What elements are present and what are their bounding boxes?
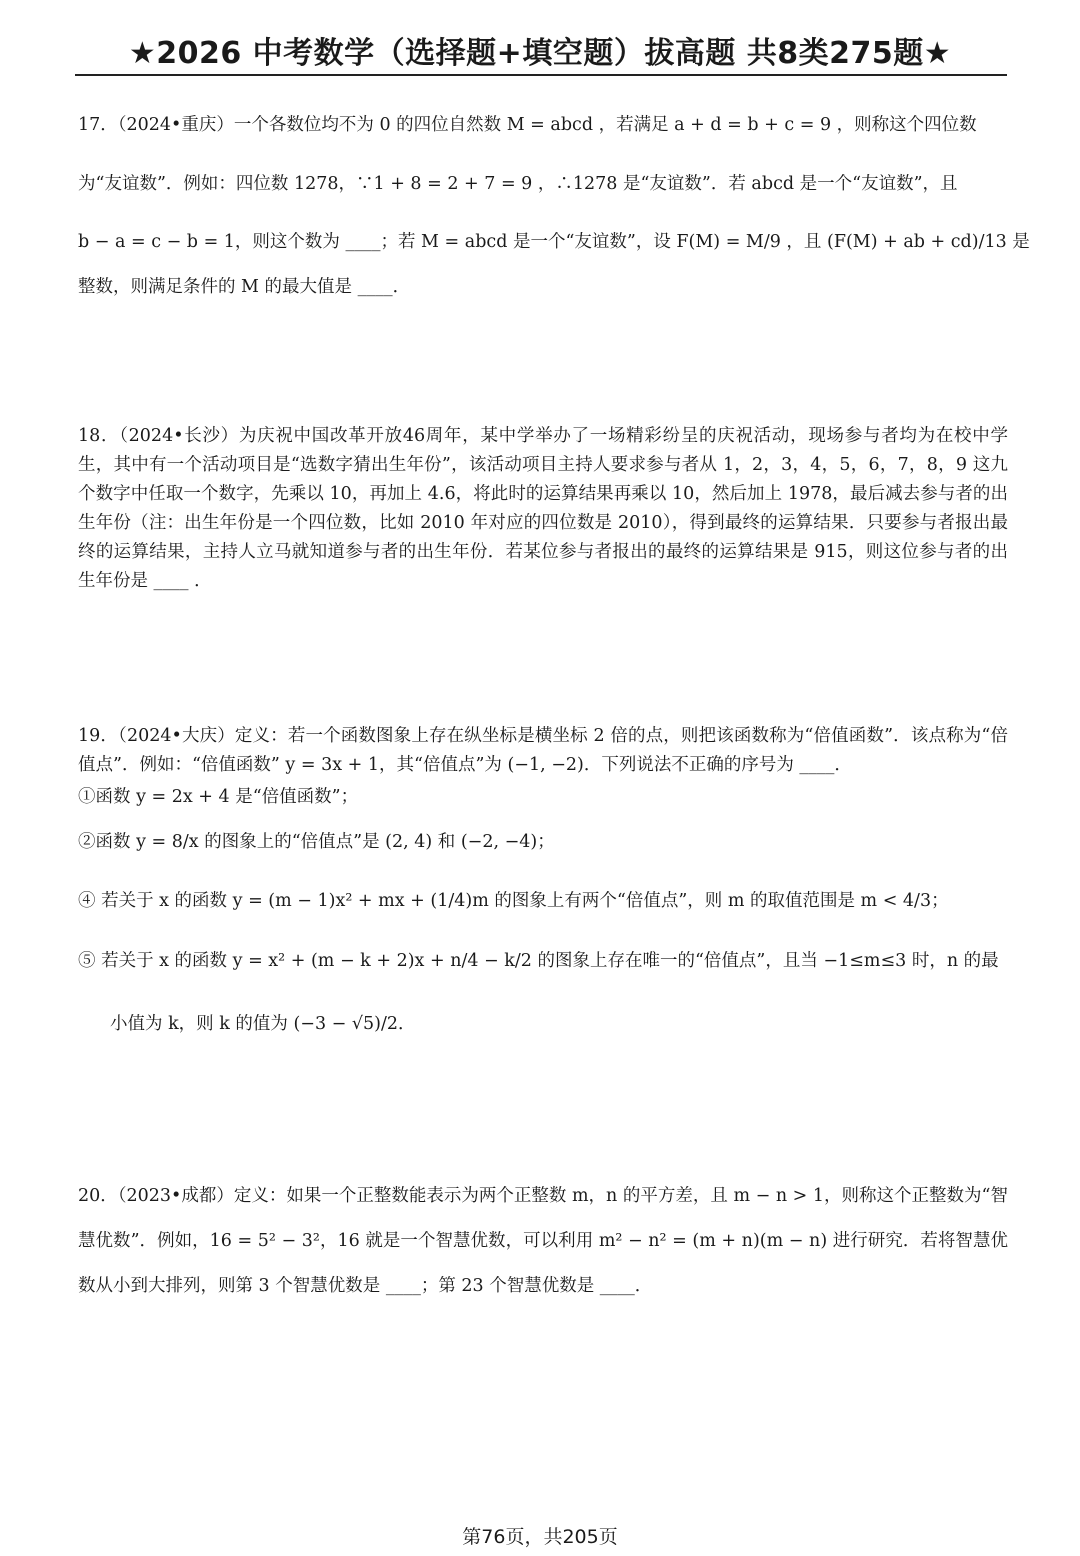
- q19-option-2: ②函数 y = 8/x 的图象上的“倍值点”是 (2, 4) 和 (−2, −4)；: [78, 832, 555, 852]
- q17-line-2: 为“友谊数”．例如：四位数 1278，∵1 + 8 = 2 + 7 = 9 ，∴1278 是“友谊数”．若 abcd 是一个“友谊数”，且: [78, 174, 958, 194]
- page-header-title: ★2026 中考数学（选择题+填空题）拔高题 共8类275题★: [128, 36, 952, 71]
- question-18: 18．（2024•长沙）为庆祝中国改革开放46周年，某中学举办了一场精彩纷呈的庆祝活动，现场参与者均为在校中学生，其中有一个活动项目是“选数字猜出生年份”，该活动项目主持人要求参与者从 1，2，3，4，5，6，7，8，9 这九个数字中任取一个数字，先乘以 10，再加上 4.6，将此时的运算结果再乘以 10，然后加上 1978，最后减去参与者的出生年份（注：出生年份是一个四位数，比如 2010 年对应的四位数是 2010），得到最终的运算结果．只要参与者报出最终的运算结果，主持人立马就知道参与者的出生年份．若某位参与者报出的最终的运算结果是 915，则这位参与者的出生年份是 ____ ．: [78, 426, 1008, 591]
- q19-option-4: ④ 若关于 x 的函数 y = (m − 1)x² + mx + (1/4)m 的图象上有两个“倍值点”，则 m 的取值范围是 m < 4/3；: [78, 891, 949, 911]
- q19-option-5-line-2: 小值为 k，则 k 的值为 (−3 − √5)/2．: [110, 1014, 416, 1034]
- q17-line-1: 17．（2024•重庆）一个各数位均不为 0 的四位自然数 M = abcd ，若满足 a + d = b + c = 9 ，则称这个四位数: [78, 115, 977, 135]
- q19-intro: 19．（2024•大庆）定义：若一个函数图象上存在纵坐标是横坐标 2 倍的点，则把该函数称为“倍值函数”．该点称为“倍值点”．例如：“倍值函数” y = 3x + 1，其“倍值点”为 (−1, −2)．下列说法不正确的序号为 ____．: [78, 726, 1008, 775]
- page-number-footer: 第76页，共205页: [462, 1526, 618, 1548]
- q17-line-3: b − a = c − b = 1，则这个数为 ____；若 M = abcd 是一个“友谊数”，设 F(M) = M/9 ，且 (F(M) + ab + cd)/13 是: [78, 232, 1030, 252]
- header-divider: [75, 74, 1007, 76]
- q19-option-5-line-1: ⑤ 若关于 x 的函数 y = x² + (m − k + 2)x + n/4 − k/2 的图象上存在唯一的“倍值点”，且当 −1≤m≤3 时，n 的最: [78, 951, 999, 971]
- q19-option-1: ①函数 y = 2x + 4 是“倍值函数”；: [78, 787, 359, 807]
- question-20: 20．（2023•成都）定义：如果一个正整数能表示为两个正整数 m，n 的平方差，且 m − n > 1，则称这个正整数为“智慧优数”．例如，16 = 5² − 3²，16 就是一个智慧优数，可以利用 m² − n² = (m + n)(m − n) 进行研究．若将智慧优数从小到大排列，则第 3 个智慧优数是 ____；第 23 个智慧优数是 ____．: [78, 1186, 1008, 1296]
- q17-line-4: 整数，则满足条件的 M 的最大值是 ____．: [78, 277, 411, 297]
